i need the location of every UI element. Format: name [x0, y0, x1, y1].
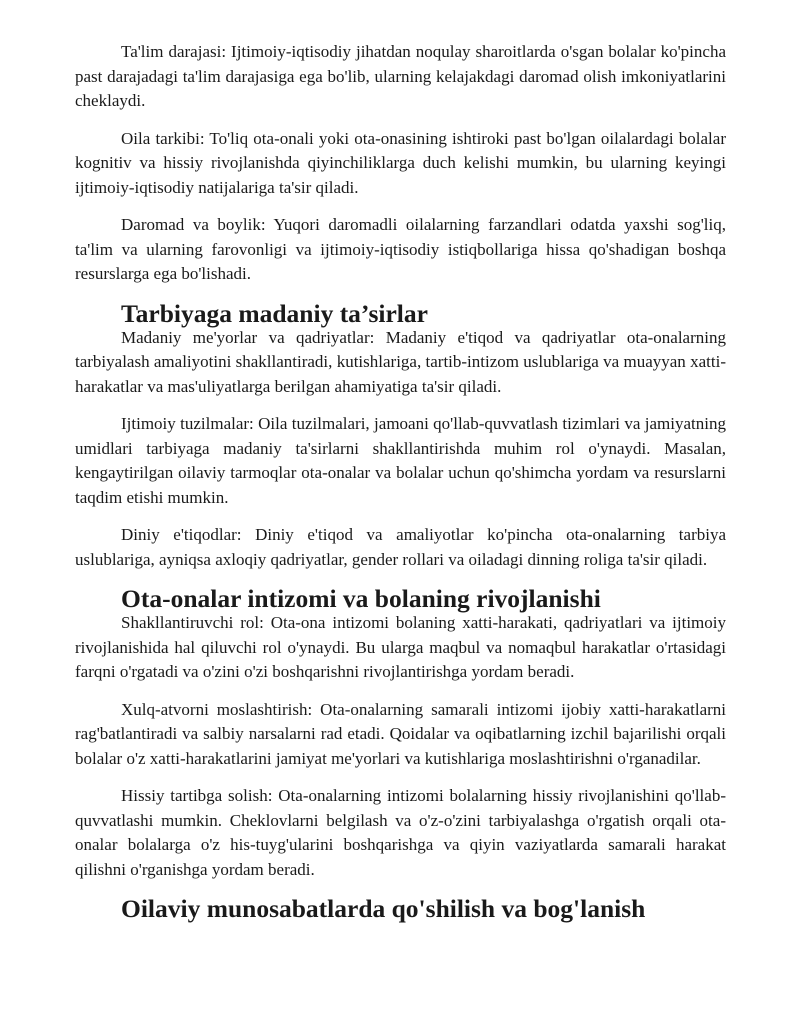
paragraph-social-structures: Ijtimoiy tuzilmalar: Oila tuzilmalari, jamoani qo'llab-quvvatlash tizimlari va jamiyatning umidlari tarbiyaga madaniy ta'sirlarni shakllantirishda muhim rol o'ynaydi. Masalan, kengaytirilgan oilaviy tarmoqlar ota-onalar va bolalar uchun qo'shimcha yordam va resurslarni taqdim etishi mumkin.: [75, 414, 726, 507]
paragraph-behavior-adjustment: Xulq-atvorni moslashtirish: Ota-onalarning samarali intizomi ijobiy xatti-harakatlarni rag'batlantiradi va salbiy narsalarni rad etadi. Qoidalar va oqibatlarning izchil bajarilishi orqali bolalar o'z xatti-harakatlarini jamiyat me'yorlari va kutishlariga moslashtirishni o'rganadilar.: [75, 699, 726, 768]
paragraph-cultural-norms: Madaniy me'yorlar va qadriyatlar: Madaniy e'tiqod va qadriyatlar ota-onalarning tarbiyalash amaliyotini shakllantiradi, kutishlariga, tartib-intizom uslublariga va muayyan xatti-harakatlar va mas'uliyatlarga berilgan ahamiyatiga ta'sir qiladi.: [75, 327, 726, 396]
paragraph-income-wealth: Daromad va boylik: Yuqori daromadli oilalarning farzandlari odatda yaxshi sog'liq, ta'lim va ularning farovonligi va ijtimoiy-iqtisodiy istiqbollariga hissa qo'shadigan boshqa resurslarga ega bo'lishadi.: [75, 215, 726, 283]
document-page: [75, 40, 726, 921]
heading-cultural-influences: Tarbiyaga madaniy ta’sirlar: [121, 298, 428, 328]
paragraph-formative-role: Shakllantiruvchi rol: Ota-ona intizomi bolaning xatti-harakati, qadriyatlari va ijtimoiy rivojlanishida hal qiluvchi rol o'ynaydi. Bu ularga maqbul va nomaqbul harakatlar o'rtasidagi farqni o'rgatadi va o'zini o'zi boshqarishni rivojlantirishga yordam beradi.: [75, 613, 726, 681]
paragraph-education-level: Ta'lim darajasi: Ijtimoiy-iqtisodiy jihatdan noqulay sharoitlarda o'sgan bolalar ko'pincha past darajadagi ta'lim darajasiga ega bo'lib, ularning kelajakdagi daromad olish imkoniyatlarini cheklaydi.: [75, 42, 726, 110]
paragraph-religious-beliefs: Diniy e'tiqodlar: Diniy e'tiqod va amaliyotlar ko'pincha ota-onalarning tarbiya uslublariga, ayniqsa axloqiy qadriyatlar, gender rollari va oiladagi dinning roliga ta'sir qiladi.: [75, 525, 726, 569]
paragraph-emotional-regulation: Hissiy tartibga solish: Ota-onalarning intizomi bolalarning hissiy rivojlanishini qo'llab-quvvatlashi mumkin. Cheklovlarni belgilash va o'z-o'zini tarbiyalashga o'rgatish orqali ota-onalar bolalarga o'z his-tuyg'ularini boshqarishga va qiyin vaziyatlarda samarali harakat qilishni o'rganishga yordam beradi.: [75, 786, 726, 879]
paragraph-family-structure: Oila tarkibi: To'liq ota-onali yoki ota-onasining ishtiroki past bo'lgan oilalardagi bolalar kognitiv va hissiy rivojlanishda qiyinchiliklarga duch kelishi mumkin, bu ularning keyingi ijtimoiy-iqtisodiy natijalariga ta'sir qiladi.: [75, 128, 726, 197]
heading-family-attachment: Oilaviy munosabatlarda qo'shilish va bog'lanish: [121, 894, 646, 923]
heading-parental-discipline: Ota-onalar intizomi va bolaning rivojlanishi: [121, 584, 601, 613]
